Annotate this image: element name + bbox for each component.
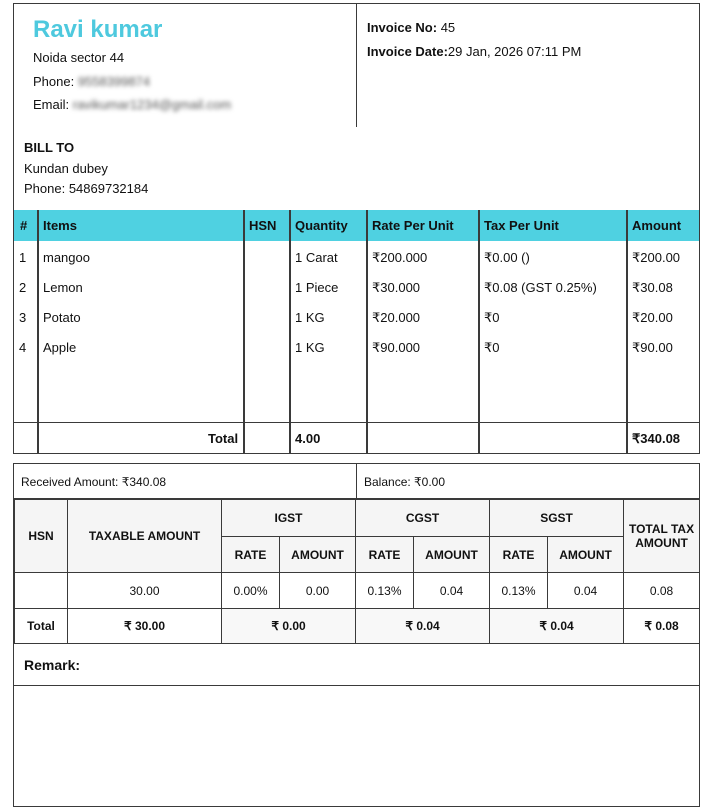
- row-1-tax: ₹0.00 (): [484, 250, 530, 265]
- tax-row-total: 0.08: [624, 573, 700, 609]
- tax-total-sgst: ₹ 0.04: [490, 609, 624, 644]
- th-sgst-rate: RATE: [490, 537, 548, 573]
- company-info: [14, 4, 357, 127]
- tax-row-cgst-amount: 0.04: [414, 573, 490, 609]
- row-2-item: Lemon: [43, 280, 83, 295]
- row-3-tax: ₹0: [484, 310, 500, 325]
- bill-to-section: [13, 127, 700, 211]
- invoice-date-label: Invoice Date:: [367, 44, 448, 59]
- tax-row-cgst-rate: 0.13%: [356, 573, 414, 609]
- th-cgst-amount: AMOUNT: [414, 537, 490, 573]
- row-1-index: 1: [19, 250, 27, 265]
- th-hsn: HSN: [249, 218, 277, 233]
- row-2-index: 2: [19, 280, 27, 295]
- col-divider: [289, 210, 291, 453]
- row-4-rate: ₹90.000: [372, 340, 421, 355]
- th-taxable-amount: TAXABLE AMOUNT: [68, 500, 222, 573]
- tax-row-sgst-rate: 0.13%: [490, 573, 548, 609]
- tax-total-igst: ₹ 0.00: [222, 609, 356, 644]
- invoice-meta: [357, 4, 699, 127]
- invoice-no-label: Invoice No:: [367, 20, 438, 35]
- th-rate: Rate Per Unit: [372, 218, 454, 233]
- col-divider: [478, 210, 480, 453]
- invoice-date: [367, 44, 581, 59]
- th-items: Items: [43, 218, 77, 233]
- tax-breakdown-table: [14, 499, 700, 644]
- th-igst-rate: RATE: [222, 537, 280, 573]
- col-divider: [37, 210, 39, 453]
- th-total-tax-amount: TOTAL TAX AMOUNT: [624, 500, 700, 573]
- email-label: Email:: [33, 97, 70, 112]
- th-cgst: CGST: [356, 500, 490, 537]
- row-1-amount: ₹200.00: [632, 250, 681, 265]
- row-1-rate: ₹200.000: [372, 250, 428, 265]
- th-tax: Tax Per Unit: [484, 218, 559, 233]
- received-amount: Received Amount: ₹340.08: [21, 475, 167, 489]
- company-name: Ravi kumar: [33, 16, 163, 43]
- th-sgst-amount: AMOUNT: [548, 537, 624, 573]
- th-igst: IGST: [222, 500, 356, 537]
- tax-row-sgst-amount: 0.04: [548, 573, 624, 609]
- invoice-number: [367, 20, 455, 35]
- summary-divider: [356, 464, 357, 498]
- row-3-item: Potato: [43, 310, 81, 325]
- items-total-label: Total: [208, 431, 239, 446]
- th-quantity: Quantity: [295, 218, 348, 233]
- row-3-qty: 1 KG: [295, 310, 325, 325]
- invoice-header: [13, 3, 700, 128]
- row-3-amount: ₹20.00: [632, 310, 673, 325]
- row-2-qty: 1 Piece: [295, 280, 339, 295]
- tax-total-row: [15, 609, 700, 644]
- invoice-date-value: 29 Jan, 2026 07:11 PM: [447, 44, 582, 59]
- items-table-header: [14, 210, 699, 241]
- tax-row-hsn: [15, 573, 68, 609]
- company-phone: [33, 74, 150, 89]
- email-value-blurred: ravikumar1234@gmail.com: [72, 97, 232, 112]
- phone-label: Phone:: [33, 74, 75, 89]
- tax-total-cgst: ₹ 0.04: [356, 609, 490, 644]
- tax-total-label: Total: [15, 609, 68, 644]
- invoice-no-value: 45: [440, 20, 456, 35]
- bill-to-title: BILL TO: [24, 140, 75, 155]
- remark-label: Remark:: [24, 657, 81, 673]
- row-3-index: 3: [19, 310, 27, 325]
- th-index: #: [20, 218, 28, 233]
- row-3-rate: ₹20.000: [372, 310, 421, 325]
- bill-to-name: Kundan dubey: [24, 161, 108, 176]
- row-4-index: 4: [19, 340, 27, 355]
- tax-summary-section: [13, 463, 700, 807]
- total-row-divider: [14, 422, 699, 423]
- balance-amount: Balance: ₹0.00: [364, 475, 446, 489]
- tax-row-igst-amount: 0.00: [280, 573, 356, 609]
- row-1-item: mangoo: [43, 250, 90, 265]
- remark-divider: [14, 685, 699, 686]
- th-igst-amount: AMOUNT: [280, 537, 356, 573]
- company-address: Noida sector 44: [33, 50, 125, 65]
- tax-total-taxable: ₹ 30.00: [68, 609, 222, 644]
- col-divider: [626, 210, 628, 453]
- col-divider: [366, 210, 368, 453]
- tax-total-total: ₹ 0.08: [624, 609, 700, 644]
- tax-row-igst-rate: 0.00%: [222, 573, 280, 609]
- row-4-amount: ₹90.00: [632, 340, 673, 355]
- th-cgst-rate: RATE: [356, 537, 414, 573]
- items-total-amount: ₹340.08: [632, 431, 681, 446]
- th-tax-hsn: HSN: [15, 500, 68, 573]
- row-1-qty: 1 Carat: [295, 250, 338, 265]
- row-4-tax: ₹0: [484, 340, 500, 355]
- phone-value-blurred: 9558399874: [77, 74, 151, 89]
- row-2-rate: ₹30.000: [372, 280, 421, 295]
- tax-row-taxable: 30.00: [68, 573, 222, 609]
- company-email: [33, 97, 231, 112]
- bill-to-phone: Phone: 54869732184: [24, 181, 149, 196]
- row-2-tax: ₹0.08 (GST 0.25%): [484, 280, 597, 295]
- row-4-item: Apple: [43, 340, 77, 355]
- th-sgst: SGST: [490, 500, 624, 537]
- col-divider: [243, 210, 245, 453]
- row-2-amount: ₹30.08: [632, 280, 673, 295]
- items-total-qty: 4.00: [295, 431, 321, 446]
- items-table: [13, 210, 700, 454]
- row-4-qty: 1 KG: [295, 340, 325, 355]
- th-amount: Amount: [632, 218, 682, 233]
- tax-row: [15, 573, 700, 609]
